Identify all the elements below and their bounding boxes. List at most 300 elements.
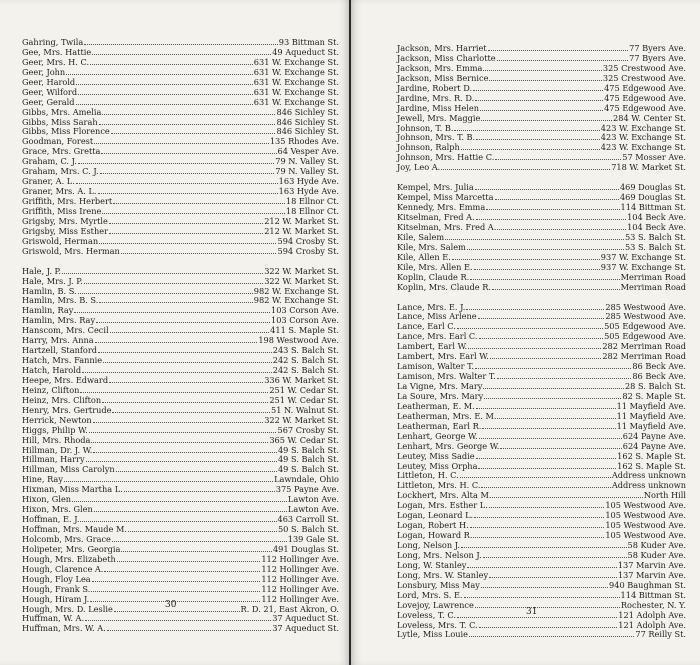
dot-leader — [478, 462, 616, 469]
entry-name: Hough, Frank S. — [22, 583, 91, 594]
entry-name: Kile, Allen E. — [397, 251, 451, 262]
dot-leader — [483, 551, 627, 558]
entry-name: Hough, Mrs. Elizabeth — [22, 553, 116, 564]
entry-address: 86 Beck Ave. — [632, 371, 686, 382]
entry-address: Address unknown — [611, 480, 686, 491]
entry-address: 251 W. Cedar St. — [269, 394, 339, 405]
entry-name: Kempel, Miss Marcetta — [397, 192, 494, 203]
entry-name: Huffman, Mrs. W. A. — [22, 623, 106, 634]
dot-leader — [107, 624, 271, 631]
entry-name: Lenhart, Mrs. George W. — [397, 440, 500, 451]
entry-address: 103 Corson Ave. — [271, 305, 339, 316]
entry-address: 112 Hollinger Ave. — [261, 553, 339, 564]
entry-address: 163 Hyde Ave. — [278, 176, 339, 187]
dot-leader — [78, 157, 274, 164]
entry-address: 104 Beck Ave. — [627, 221, 686, 232]
entry-address: North Hill — [643, 490, 686, 501]
entry-name: Hatch, Harold — [22, 365, 82, 375]
entry-address: 64 Vesper Ave. — [277, 146, 339, 157]
entry-address: Lawton Ave. — [287, 494, 339, 505]
dot-leader — [468, 342, 601, 349]
dot-leader — [112, 406, 270, 413]
entry-address: 53 S. Balch St. — [624, 231, 686, 242]
entry-address: 114 Bittman St. — [620, 202, 686, 213]
entry-name: Hale, Mrs. J. P. — [22, 275, 83, 286]
dot-leader — [473, 84, 603, 91]
entry-name: Griswold, Herman — [22, 235, 99, 246]
entry-name: Lenhart, George W. — [397, 430, 478, 441]
entry-name: Loveless, Mrs. T. C. — [397, 619, 478, 630]
entry-address: 336 W. Market St. — [264, 374, 339, 385]
entry-address: 53 S. Balch St. — [624, 241, 686, 252]
entry-address: 284 W. Center St. — [613, 112, 686, 123]
entry-name: Leutey, Miss Orpha — [397, 460, 478, 471]
entry-address: Lawndale, Ohio — [274, 474, 339, 485]
entry-address: 505 Edgewood Ave. — [604, 331, 686, 342]
dot-leader — [490, 352, 601, 359]
entry-name: Logan, Leonard L. — [397, 510, 474, 521]
entry-name: Loveless, T. C. — [397, 609, 456, 620]
entry-name: Higgs, Philip W. — [22, 424, 88, 435]
entry-address: 79 N. Valley St. — [275, 156, 339, 167]
dot-leader — [475, 183, 619, 190]
entry-name: Jackson, Mrs. Harriet — [397, 43, 487, 53]
entry-address: 285 Westwood Ave. — [605, 311, 686, 322]
entry-name: Lance, Earl C. — [397, 321, 456, 332]
entry-name: Jewell, Mrs. Maggie — [397, 112, 481, 123]
entry-name: Hale, J. P. — [22, 265, 61, 276]
entry-address: 11 Mayfield Ave. — [616, 410, 686, 421]
entry-address: 163 Hyde Ave. — [278, 186, 339, 197]
entry-address: 162 S. Maple St. — [617, 450, 686, 461]
entry-name: Graner, Mrs. A. L. — [22, 186, 97, 197]
entry-address: 624 Payne Ave. — [622, 430, 686, 441]
entry-address: 469 Douglas St. — [619, 182, 686, 193]
entry-address: 846 Sichley St. — [276, 126, 339, 137]
dot-leader — [84, 38, 277, 45]
dot-leader — [479, 332, 604, 339]
directory-entry — [397, 611, 686, 621]
directory-entry — [397, 114, 686, 124]
dot-leader — [476, 402, 616, 409]
dot-leader — [99, 118, 276, 125]
entry-name: Hillman, Miss Carolyn — [22, 464, 115, 475]
entry-name: Heinz, Clifton — [22, 384, 80, 395]
directory-entry — [22, 108, 339, 118]
entry-name: Lamison, Mrs. Walter T. — [397, 371, 496, 382]
directory-entry — [397, 163, 686, 173]
dot-leader — [497, 223, 626, 230]
dot-leader — [441, 163, 610, 170]
dot-leader — [489, 571, 617, 578]
entry-address: 112 Hollinger Ave. — [261, 593, 339, 604]
entry-address: 251 W. Cedar St. — [269, 384, 339, 395]
dot-leader — [469, 630, 634, 637]
dot-leader — [78, 88, 253, 95]
entry-name: Hillman, Dr. J. W. — [22, 444, 93, 455]
dot-leader — [476, 213, 626, 220]
dot-leader — [467, 243, 624, 250]
dot-leader — [470, 521, 605, 528]
entry-address: 325 Crestwood Ave. — [602, 72, 686, 83]
section-gap — [397, 293, 686, 303]
entry-address: 718 W. Market St. — [611, 162, 686, 173]
dot-leader — [117, 555, 260, 562]
dot-leader — [98, 187, 278, 194]
entry-address: 505 Edgewood Ave. — [604, 321, 686, 332]
dot-leader — [460, 471, 611, 478]
entry-address: 51 N. Walnut St. — [270, 404, 339, 415]
entry-name: Griffith, Miss Irene — [22, 205, 102, 216]
entry-address: 631 W. Exchange St. — [253, 76, 339, 87]
entry-address: 49 S. Balch St. — [277, 444, 339, 455]
entry-address: 982 W. Exchange St. — [253, 285, 339, 296]
entry-name: Logan, Howard R. — [397, 530, 473, 541]
dot-leader — [93, 446, 277, 453]
entry-address: 58 Kuder Ave. — [627, 549, 686, 560]
entry-name: Hixon, Glen — [22, 494, 72, 505]
entry-name: Graner, A. L. — [22, 176, 75, 187]
dot-leader — [474, 263, 600, 270]
dot-leader — [470, 273, 619, 280]
dot-leader — [128, 525, 277, 532]
dot-leader — [464, 591, 620, 598]
dot-leader — [93, 416, 264, 423]
entry-address: Merriman Road — [620, 271, 686, 282]
dot-leader — [80, 386, 268, 393]
dot-leader — [467, 561, 616, 568]
entry-name: Jardine, Mrs. R. D. — [397, 92, 475, 103]
dot-leader — [98, 346, 272, 353]
dot-leader — [475, 94, 603, 101]
dot-leader — [109, 227, 263, 234]
entry-address: 198 Westwood Ave. — [258, 335, 339, 346]
dot-leader — [488, 44, 628, 51]
dot-leader — [492, 283, 620, 290]
entry-address: 105 Westwood Ave. — [605, 510, 686, 521]
entry-name: Hough, Clarence A. — [22, 563, 104, 574]
entry-address: 105 Westwood Ave. — [605, 520, 686, 531]
directory-list — [397, 44, 686, 640]
dot-leader — [476, 452, 617, 459]
entry-address: 162 S. Maple St. — [617, 460, 686, 471]
entry-address: 285 Westwood Ave. — [605, 301, 686, 312]
entry-name: Leatherman, Mrs. E. M. — [397, 410, 497, 421]
entry-name: Geer, Harold — [22, 76, 76, 87]
entry-name: Lamison, Walter T. — [397, 361, 475, 372]
entry-name: Long, Mrs. W. Stanley — [397, 569, 489, 580]
entry-address: 112 Hollinger Ave. — [261, 573, 339, 584]
entry-address: 212 W. Market St. — [264, 215, 339, 226]
dot-leader — [76, 177, 278, 184]
dot-leader — [483, 64, 601, 71]
entry-name: Kempel, Mrs. Julia — [397, 182, 474, 193]
dot-leader — [479, 432, 622, 439]
entry-name: Hamlin, Mrs. B. S. — [22, 295, 99, 306]
entry-name: Hough, Mrs. D. Leslie — [22, 603, 113, 614]
entry-name: Lambert, Mrs. Earl W. — [397, 351, 489, 362]
entry-address: 112 Hollinger Ave. — [261, 563, 339, 574]
dot-leader — [95, 336, 258, 343]
entry-name: Kile, Mrs. Salem — [397, 241, 466, 252]
entry-name: Geer, Gerald — [22, 96, 75, 107]
left-page — [0, 0, 349, 665]
entry-name: Long, Mrs. Nelson J. — [397, 549, 482, 560]
dot-leader — [473, 531, 604, 538]
entry-name: Hillman, Harry — [22, 454, 85, 465]
entry-name: Kitselman, Fred A. — [397, 212, 475, 222]
entry-address: 104 Beck Ave. — [627, 212, 686, 222]
page-number: 30 — [165, 600, 177, 610]
entry-name: Hine, Ray — [22, 474, 63, 485]
entry-address: 411 S. Maple St. — [270, 325, 339, 336]
dot-leader — [474, 511, 604, 518]
entry-name: Geer, John — [22, 66, 66, 77]
entry-name: Jackson, Miss Bernice — [397, 72, 489, 83]
entry-name: Grigsby, Mrs. Myrtle — [22, 215, 108, 226]
entry-name: Hixon, Mrs. Glen — [22, 504, 93, 515]
dot-leader — [102, 108, 275, 115]
entry-address: 212 W. Market St. — [264, 225, 339, 236]
entry-address: 325 Crestwood Ave. — [602, 62, 686, 73]
entry-name: Koplin, Claude R. — [397, 271, 470, 282]
dot-leader — [109, 217, 263, 224]
dot-leader — [64, 475, 273, 482]
entry-name: Littleton, H. C. — [397, 470, 459, 481]
entry-address: 846 Sichley St. — [276, 106, 339, 117]
entry-address: 77 Byers Ave. — [629, 52, 686, 63]
entry-address: 282 Merriman Road — [602, 341, 686, 352]
entry-name: Lockhert, Mrs. Alta M. — [397, 490, 492, 501]
dot-leader — [457, 322, 603, 329]
entry-address: 594 Crosby St. — [277, 245, 339, 256]
entry-name: Koplin, Mrs. Claude R. — [397, 281, 491, 292]
entry-address: 475 Edgewood Ave. — [604, 92, 686, 103]
dot-leader — [66, 68, 253, 75]
entry-address: R. D. 21, East Akron, O. — [240, 603, 339, 614]
entry-address: 139 Gale St. — [287, 533, 339, 544]
dot-leader — [454, 124, 599, 131]
entry-address: 631 W. Exchange St. — [253, 86, 339, 97]
entry-name: Hartzell, Stanford — [22, 345, 97, 356]
entry-address: 322 W. Market St. — [264, 265, 339, 276]
dot-leader — [478, 312, 605, 319]
entry-address: 624 Payne Ave. — [622, 440, 686, 451]
directory-list — [22, 38, 339, 634]
entry-address: 594 Crosby St. — [277, 235, 339, 246]
entry-name: Johnson, Mrs. Hattie C. — [397, 152, 495, 163]
dot-leader — [109, 376, 263, 383]
dot-leader — [497, 412, 615, 419]
entry-address: Address unknown — [611, 470, 686, 481]
entry-address: 18 Ellnor Ct. — [285, 205, 339, 216]
dot-leader — [495, 153, 621, 160]
dot-leader — [92, 48, 271, 55]
entry-address: 375 Payne Ave. — [275, 484, 339, 495]
entry-name: Kennedy, Mrs. Emma — [397, 202, 486, 213]
entry-address: 49 Aqueduct St. — [272, 46, 339, 57]
entry-address: Rochester, N. Y. — [620, 599, 686, 610]
entry-name: Gibbs, Miss Florence — [22, 126, 110, 137]
directory-entry — [397, 283, 686, 293]
entry-name: Long, Nelson J. — [397, 540, 460, 550]
entry-name: Grace, Mrs. Gretta — [22, 146, 101, 157]
entry-name: Hoffman, Mrs. Maude M. — [22, 524, 127, 534]
entry-address: 282 Merriman Road — [602, 351, 686, 362]
entry-address: 93 Bittman St. — [278, 37, 339, 47]
entry-address: 105 Westwood Ave. — [605, 500, 686, 511]
entry-name: Leatherman, Earl R. — [397, 420, 482, 431]
entry-address: 940 Baughman St. — [609, 579, 686, 590]
entry-name: Geer, Wilford — [22, 86, 78, 97]
dot-leader — [466, 303, 604, 310]
dot-leader — [476, 133, 600, 140]
entry-address: 37 Aqueduct St. — [272, 623, 339, 634]
dot-leader — [461, 143, 600, 150]
entry-name: Joy, Leo A. — [397, 162, 441, 173]
entry-address: 982 W. Exchange St. — [253, 295, 339, 306]
entry-name: Lonsbury, Miss May — [397, 579, 480, 590]
entry-address: 11 Mayfield Ave. — [616, 400, 686, 411]
dot-leader — [492, 491, 642, 498]
entry-address: 846 Sichley St. — [276, 116, 339, 127]
entry-name: Hamlin, Ray — [22, 305, 74, 316]
dot-leader — [497, 372, 632, 379]
entry-name: Huffman, W. A. — [22, 613, 85, 624]
dot-leader — [104, 565, 260, 572]
dot-leader — [445, 233, 624, 240]
entry-name: Littleton, Mrs. H. C. — [397, 480, 481, 491]
dot-leader — [475, 362, 631, 369]
entry-address: 57 Mosser Ave. — [622, 152, 686, 163]
entry-name: Jackson, Mrs. Emma — [397, 62, 483, 73]
entry-name: Jackson, Miss Charlotte — [397, 52, 496, 63]
entry-address: 28 S. Balch St. — [624, 381, 686, 391]
entry-name: Leatherman, E. M. — [397, 400, 475, 411]
dot-leader — [78, 287, 253, 294]
dot-leader — [86, 455, 277, 462]
entry-address: 423 W. Exchange St. — [600, 122, 686, 133]
entry-address: 322 W. Market St. — [264, 275, 339, 286]
dot-leader — [89, 426, 277, 433]
entry-address: 937 W. Exchange St. — [600, 251, 686, 262]
dot-leader — [121, 545, 272, 552]
dot-leader — [82, 366, 272, 373]
entry-name: Kitselman, Mrs. Fred A. — [397, 221, 497, 232]
dot-leader — [76, 78, 253, 85]
entry-address: 137 Marvin Ave. — [617, 569, 686, 580]
entry-address: 469 Douglas St. — [619, 192, 686, 203]
directory-entry — [22, 247, 339, 257]
dot-leader — [102, 396, 268, 403]
entry-address: 475 Edgewood Ave. — [604, 82, 686, 93]
entry-name: Holcomb, Mrs. Grace — [22, 533, 111, 544]
dot-leader — [116, 465, 277, 472]
entry-name: Kile, Salem — [397, 231, 445, 242]
dot-leader — [102, 207, 284, 214]
entry-address: Lawton Ave. — [287, 504, 339, 515]
entry-address: 365 W. Cedar St. — [269, 434, 339, 445]
entry-address: 937 W. Exchange St. — [600, 261, 686, 272]
entry-name: Gibbs, Miss Sarah — [22, 116, 98, 127]
entry-address: 631 W. Exchange St. — [253, 56, 339, 67]
entry-name: Jardine, Miss Helen — [397, 102, 479, 113]
dot-leader — [85, 614, 271, 621]
entry-name: Lovejoy, Lawrence — [397, 599, 474, 610]
dot-leader — [479, 621, 618, 628]
dot-leader — [452, 253, 600, 260]
dot-leader — [113, 197, 285, 204]
dot-leader — [91, 436, 268, 443]
entry-name: Johnson, Ralph — [397, 142, 460, 153]
entry-address: 423 W. Exchange St. — [600, 132, 686, 143]
entry-address: 49 S. Balch St. — [277, 464, 339, 475]
entry-address: 77 Byers Ave. — [629, 43, 686, 53]
page-number: 31 — [526, 607, 538, 617]
entry-name: Lambert, Earl W. — [397, 341, 468, 352]
entry-name: Lance, Miss Arlene — [397, 311, 477, 322]
entry-address: 86 Beck Ave. — [632, 361, 686, 372]
entry-address: 11 Mayfield Ave. — [616, 420, 686, 431]
dot-leader — [74, 306, 270, 313]
dot-leader — [96, 316, 270, 323]
dot-leader — [103, 356, 272, 363]
dot-leader — [484, 392, 621, 399]
dot-leader — [91, 585, 260, 592]
entry-address: 49 S. Balch St. — [277, 454, 339, 465]
entry-name: Griffith, Mrs. Herbert — [22, 196, 113, 206]
entry-address: 79 N. Valley St. — [275, 166, 339, 177]
entry-address: 37 Aqueduct St. — [272, 613, 339, 624]
entry-address: 112 Hollinger Ave. — [261, 583, 339, 594]
dot-leader — [475, 601, 620, 608]
dot-leader — [497, 54, 628, 61]
dot-leader — [481, 481, 610, 488]
dot-leader — [480, 104, 603, 111]
entry-address: 50 S. Balch St. — [277, 524, 339, 534]
entry-address: 463 Carroll St. — [277, 514, 339, 525]
entry-address: 322 W. Market St. — [264, 414, 339, 425]
entry-name: Henry, Mrs. Gertrude — [22, 404, 112, 415]
directory-entry — [22, 436, 339, 446]
entry-address: 423 W. Exchange St. — [600, 142, 686, 153]
entry-address: 491 Douglas St. — [272, 543, 339, 554]
entry-name: Johnson, Mrs. T. B. — [397, 132, 476, 143]
dot-leader — [489, 74, 601, 81]
entry-address: 631 W. Exchange St. — [253, 96, 339, 107]
entry-name: Hanscom, Mrs. Cecil — [22, 325, 109, 336]
entry-address: 82 S. Maple St. — [622, 390, 686, 401]
entry-name: Hamlin, B. S. — [22, 285, 77, 296]
dot-leader — [110, 326, 270, 333]
entry-name: Long, W. Stanley — [397, 559, 467, 570]
dot-leader — [99, 296, 252, 303]
dot-leader — [72, 495, 287, 502]
directory-entry — [397, 452, 686, 462]
dot-leader — [100, 167, 275, 174]
dot-leader — [80, 515, 276, 522]
dot-leader — [94, 505, 287, 512]
entry-address: 121 Adolph Ave. — [618, 619, 686, 630]
entry-address: 103 Corson Ave. — [271, 315, 339, 326]
entry-name: Johnson, T. B. — [397, 122, 454, 133]
entry-name: Lord, Mrs. S. E. — [397, 589, 463, 600]
right-page — [351, 0, 700, 665]
dot-leader — [84, 277, 264, 284]
entry-name: Holipeter, Mrs. Georgia — [22, 543, 121, 554]
dot-leader — [94, 137, 269, 144]
entry-address: 242 S. Balch St. — [272, 355, 339, 366]
